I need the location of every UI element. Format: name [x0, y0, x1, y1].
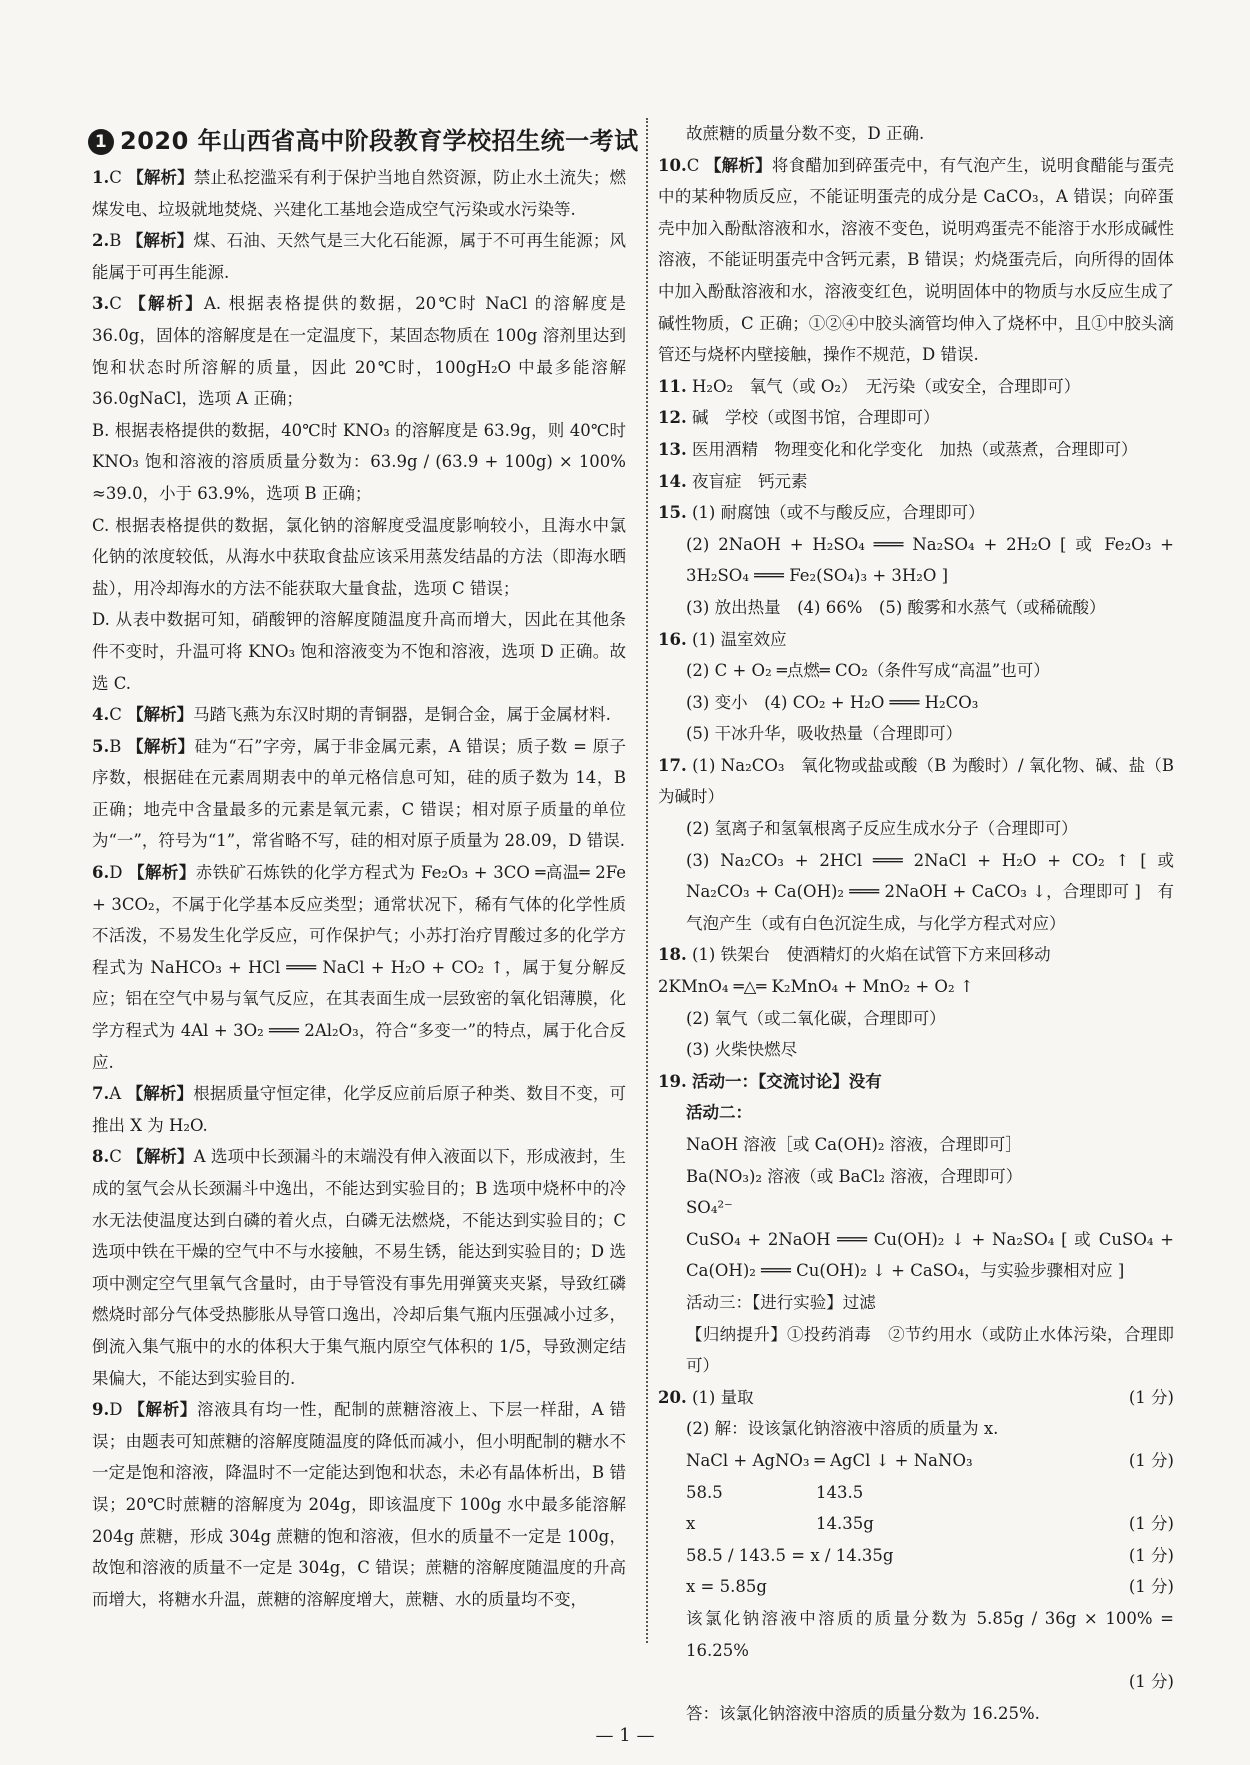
score-mark: (1 分): [1128, 1577, 1174, 1597]
score-mark: (1 分): [1128, 1672, 1174, 1692]
chemical-equation: NaCl + AgNO₃ ═ AgCl ↓ + NaNO₃: [686, 1450, 973, 1470]
answer-item-17: 17. (1) Na₂CO₃ 氧化物或盐或酸（B 为酸时）/ 氧化物、碱、盐（B 为碱时） (2) 氢离子和氢氧根离子反应生成水分子（合理即可） (3) Na₂CO₃ + 2HCl ═══ 2NaCl + H₂O + CO₂ ↑ [ 或 Na₂CO₃ + Ca(OH)₂ ═══ 2NaOH + CaCO₃ ↓，合理即可 ] 有气泡产生（或有白色沉淀生成，与化学方程式对应）: [658, 755, 1174, 933]
answer-item-9: 9.D 【解析】溶液具有均一性，配制的蔗糖溶液上、下层一样甜，A 错误；由题表可知蔗糖的溶解度随温度的降低而减小，但小明配制的糖水不一定是饱和溶液，降温时不一定能达到饱和状态，未必有晶体析出，B 错误；20℃时蔗糖的溶解度为 204g，即该温度下 100g 水中最多能溶解 204g 蔗糖，形成 304g 蔗糖的饱和溶液，但水的质量不一定是 100g，故饱和溶液的质量不一定是 304g，C 错误；蔗糖的溶解度随温度的升高而增大，将糖水升温，蔗糖的溶解度增大，蔗糖、水的质量均不变，: [92, 1400, 626, 1609]
answer-item-8: 8.C 【解析】A 选项中长颈漏斗的末端没有伸入液面以下，形成液封，生成的氢气会从长颈漏斗中逸出，不能达到实验目的；B 选项中烧杯中的冷水无法使温度达到白磷的着火点，白磷无法燃烧，不能达到实验目的；C 选项中铁在干燥的空气中不与水接触，不易生锈，能达到实验目的；D 选项中测定空气里氧气含量时，由于导管没有事先用弹簧夹夹紧，导致红磷燃烧时部分气体受热膨胀从导管口逸出，冷却后集气瓶内压强减小过多，倒流入集气瓶中的水的体积大于集气瓶内原空气体积的 1/5，导致测定结果偏大，不能达到实验目的.: [92, 1147, 626, 1388]
answer-item-3: 3.C 【解析】A. 根据表格提供的数据，20℃时 NaCl 的溶解度是 36.0g，固体的溶解度是在一定温度下，某固态物质在 100g 溶剂里达到饱和状态时所溶解的质量，因此 20℃时，100gH₂O 中最多能溶解 36.0gNaCl，选项 A 正确； B. 根据表格提供的数据，40℃时 KNO₃ 的溶解度是 63.9g，则 40℃时 KNO₃ 饱和溶液的溶质质量分数为：63.9g / (63.9 + 100g) × 100% ≈39.0，小于 63.9%，选项 B 正确； C. 根据表格提供的数据，氯化钠的溶解度受温度影响较小，且海水中氯化钠的浓度较低，从海水中获取食盐应该采用蒸发结晶的方法（即海水晒盐），用冷却海水的方法不能获取大量食盐，选项 C 错误； D. 从表中数据可知，硝酸钾的溶解度随温度升高而增大，因此在其他条件不变时，升温可将 KNO₃ 饱和溶液变为不饱和溶液，选项 D 正确。故选 C.: [92, 294, 626, 693]
number-badge: 1: [88, 129, 114, 155]
score-mark: (1 分): [1128, 1514, 1174, 1534]
answer-item-5: 5.B 【解析】硅为“石”字旁，属于非金属元素，A 错误；质子数 = 原子序数，根据硅在元素周期表中的单元格信息可知，硅的质子数为 14，B 正确；地壳中含量最多的元素是氧元素，C 错误；相对原子质量的单位为“一”，符号为“1”，常省略不写，硅的相对原子质量为 28.09，D 错误.: [92, 736, 627, 851]
left-column: [92, 162, 626, 1615]
answer-item-7: 7.A 【解析】根据质量守恒定律，化学反应前后原子种类、数目不变，可推出 X 为 H₂O.: [92, 1084, 627, 1135]
answer-item-1: 1.C 【解析】禁止私挖滥采有利于保护当地自然资源，防止水土流失；燃煤发电、垃圾就地焚烧、兴建化工基地会造成空气污染或水污染等.: [92, 168, 627, 219]
mass-fraction-calc: 该氯化钠溶液中溶质的质量分数为 5.85g / 36g × 100% = 16.25%: [686, 1608, 1174, 1660]
answer-item-16: 16. (1) 温室效应 (2) C + O₂ ═点燃═ CO₂（条件写成“高温”也可） (3) 变小 (4) CO₂ + H₂O ═══ H₂CO₃ (5) 干冰升华，吸收热量（合理即可）: [658, 629, 1050, 744]
answer-item-4: 4.C 【解析】马踏飞燕为东汉时期的青铜器，是铜合金，属于金属材料.: [92, 705, 611, 725]
answer-item-20: 20. (1) 量取 (1 分) (2) 解：设该氯化钠溶液中溶质的质量为 x. NaCl + AgNO₃ ═ AgCl ↓ + NaNO₃ (1 分) 58.5 143.5 x 14.35g (1 分) 58.5 / 143.5 = x / 14.35g (1 分) x = 5.85g (1 分) 该氯化钠溶液中溶质的质量分数为 5.85g / 36g × 100% = 16.25% (1 分) 答：该氯化钠溶液中溶质的质量分数为 16.25%.: [658, 1382, 1174, 1730]
ratio-equation: 58.5 / 143.5 = x / 14.35g: [686, 1545, 894, 1565]
answer-item-10: 10.C 【解析】将食醋加到碎蛋壳中，有气泡产生，说明食醋能与蛋壳中的某种物质反应，不能证明蛋壳的成分是 CaCO₃，A 错误；向碎蛋壳中加入酚酞溶液和水，溶液不变色，说明鸡蛋壳不能溶于水形成碱性溶液，不能证明蛋壳中含钙元素，B 错误；灼烧蛋壳后，向所得的固体中加入酚酞溶液和水，溶液变红色，说明固体中的物质与水反应生成了碱性物质，C 正确；①②④中胶头滴管均伸入了烧杯中，且①中胶头滴管还与烧杯内壁接触，操作不规范，D 错误.: [658, 155, 1175, 365]
score-mark: (1 分): [1128, 1387, 1174, 1407]
page-title: [88, 121, 668, 156]
answer-item-15: 15. (1) 耐腐蚀（或不与酸反应，合理即可） (2) 2NaOH + H₂SO₄ ═══ Na₂SO₄ + 2H₂O [ 或 Fe₂O₃ + 3H₂SO₄ ═══ Fe₂(SO₄)₃ + 3H₂O ] (3) 放出热量 (4) 66% (5) 酸雾和水蒸气（或稀硫酸）: [658, 503, 1174, 617]
answer-item-19: 19. 活动一：【交流讨论】没有 活动二： NaOH 溶液［或 Ca(OH)₂ 溶液，合理即可］ Ba(NO₃)₂ 溶液（或 BaCl₂ 溶液，合理即可） SO₄²⁻ CuSO₄ + 2NaOH ═══ Cu(OH)₂ ↓ + Na₂SO₄ [ 或 CuSO₄ + Ca(OH)₂ ═══ Cu(OH)₂ ↓ + CaSO₄，与实验步骤相对应 ] 活动三：【进行实验】过滤 【归纳提升】①投药消毒 ②节约用水（或防止水体污染，合理即可）: [658, 1071, 1174, 1376]
right-column: [658, 118, 1174, 1729]
score-mark: (1 分): [1128, 1545, 1174, 1565]
answer-item-12: 12. 碱 学校（或图书馆，合理即可）: [658, 408, 940, 428]
answer-item-9-continued: 故蔗糖的质量分数不变，D 正确.: [686, 124, 925, 143]
exam-title: 2020 年山西省高中阶段教育学校招生统一考试: [120, 127, 639, 155]
answer-item-11: 11. H₂O₂ 氧气（或 O₂） 无污染（或安全，合理即可）: [658, 376, 1081, 396]
result-value: x = 5.85g: [686, 1577, 767, 1597]
answer-item-2: 2.B 【解析】煤、石油、天然气是三大化石能源，属于不可再生能源；风能属于可再生能源.: [92, 231, 627, 282]
column-divider: [646, 118, 648, 1643]
answer-item-18: 18. (1) 铁架台 使酒精灯的火焰在试管下方来回移动 2KMnO₄ ═△═ K₂MnO₄ + MnO₂ + O₂ ↑ (2) 氧气（或二氧化碳，合理即可） (3) 火柴快燃尽: [658, 945, 1051, 1060]
page-number: — 1 —: [595, 1725, 655, 1746]
answer-item-6: 6.D 【解析】赤铁矿石炼铁的化学方程式为 Fe₂O₃ + 3CO ═高温═ 2Fe + 3CO₂，不属于化学基本反应类型；通常状况下，稀有气体的化学性质不活泼，不易发生化学反应，可作保护气；小苏打治疗胃酸过多的化学方程式为 NaHCO₃ + HCl ═══ NaCl + H₂O + CO₂ ↑，属于复分解反应；铝在空气中易与氧气反应，在其表面生成一层致密的氧化铝薄膜，化学方程式为 4Al + 3O₂ ═══ 2Al₂O₃，符合“多变一”的特点，属于化合反应.: [92, 863, 627, 1072]
final-answer: 答：该氯化钠溶液中溶质的质量分数为 16.25%.: [686, 1703, 1040, 1723]
score-mark: (1 分): [1128, 1450, 1174, 1470]
answer-item-13: 13. 医用酒精 物理变化和化学变化 加热（或蒸煮，合理即可）: [658, 439, 1138, 459]
answer-item-14: 14. 夜盲症 钙元素: [658, 471, 808, 491]
